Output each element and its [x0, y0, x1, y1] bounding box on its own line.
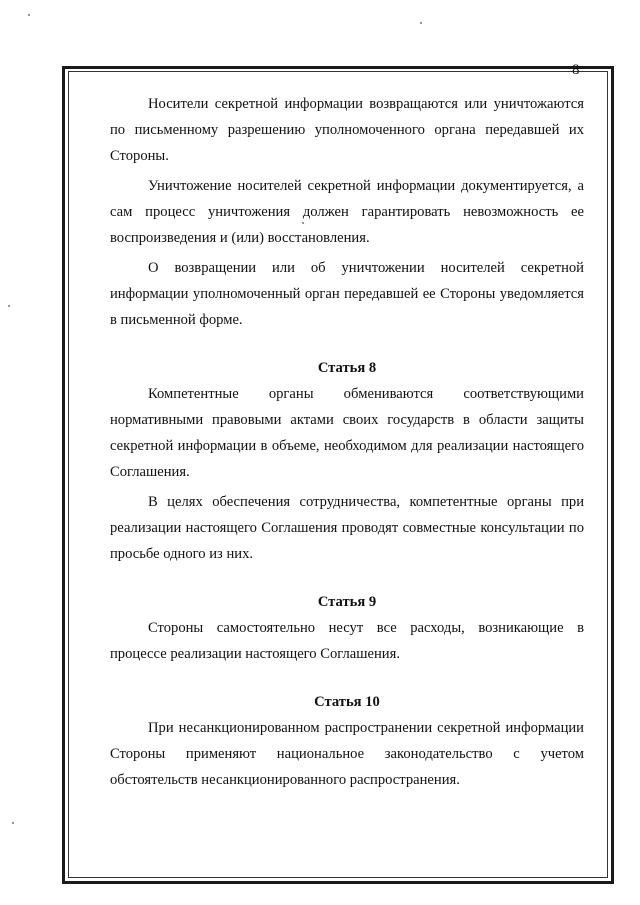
paragraph: При несанкционированном распространении секретной информации Стороны применяют национальное законодательство с учетом обстоятельств несанкционированного распространения.: [110, 720, 584, 788]
scan-speck: [28, 14, 30, 16]
scan-speck: [420, 22, 422, 24]
page-number: 8: [572, 62, 580, 78]
paragraph: О возвращении или об уничтожении носителей секретной информации уполномоченный орган передавшей ее Стороны уведомляется в письменной форме.: [110, 260, 584, 328]
paragraph: Носители секретной информации возвращаются или уничтожаются по письменному разрешению уполномоченного органа передавшей их Стороны.: [110, 96, 584, 164]
scan-speck: [12, 822, 14, 824]
scan-speck: [302, 222, 304, 224]
paragraph: Компетентные органы обмениваются соответствующими нормативными правовыми актами своих государств в области защиты секретной информации в объеме, необходимом для реализации настоящего Соглашения.: [110, 386, 584, 480]
paragraph: Уничтожение носителей секретной информации документируется, а сам процесс уничтожения должен гарантировать невозможность ее воспроизведения и (или) восстановления.: [110, 178, 584, 246]
paragraph: В целях обеспечения сотрудничества, компетентные органы при реализации настоящего Соглашения проводят совместные консультации по просьбе одного из них.: [110, 494, 584, 562]
article-9-heading: Статья 9: [317, 594, 377, 610]
scan-speck: [8, 305, 10, 307]
article-8-heading: Статья 8: [317, 360, 377, 376]
paragraph: Стороны самостоятельно несут все расходы, возникающие в процессе реализации настоящего Соглашения.: [110, 620, 584, 662]
document-body: [110, 91, 584, 793]
article-10-heading: Статья 10: [314, 694, 380, 710]
